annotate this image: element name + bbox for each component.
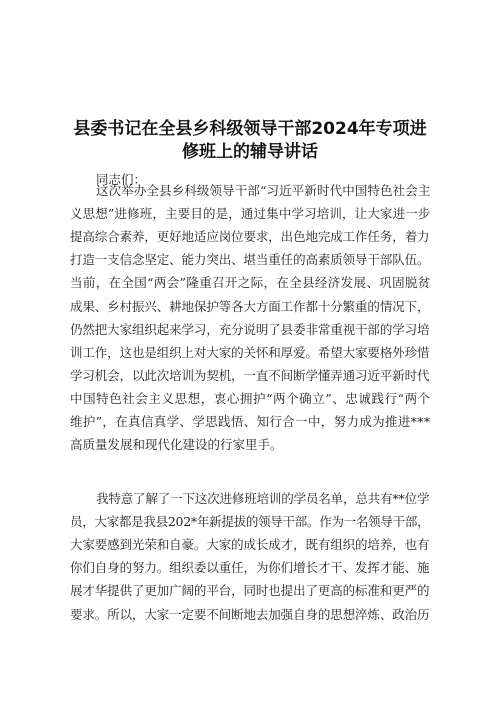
paragraph-1-line: 训工作，这也是组织上对大家的关怀和厚爱。希望大家要格外珍惜 bbox=[70, 344, 430, 360]
paragraph-1-line: 中国特色社会主义思想，衷心拥护“两个确立”、忠诚践行“两个 bbox=[70, 390, 431, 406]
paragraph-1-line: 成果、乡村振兴、耕地保护等各大方面工作都十分繁重的情况下， bbox=[70, 298, 430, 314]
greeting: 同志们： bbox=[96, 172, 147, 187]
document-title-line-1: 县委书记在全县乡科级领导干部2024年专项进 bbox=[73, 119, 427, 139]
paragraph-1-line: 义思想”进修班，主要目的是，通过集中学习培训，让大家进一步 bbox=[70, 206, 431, 222]
paragraph-2-line: 员，大家都是我县202*年新提拔的领导干部。作为一名领导干部， bbox=[70, 514, 430, 530]
paragraph-2-line: 要求。所以，大家一定要不间断地去加强自身的思想淬炼、政治历 bbox=[70, 606, 430, 622]
paragraph-2-line: 你们自身的努力。组织委以重任，为你们增长才干、发挥才能、施 bbox=[70, 560, 430, 576]
paragraph-1-line: 学习机会，以此次培训为契机，一直不间断学懂弄通习近平新时代 bbox=[70, 367, 430, 383]
paragraph-1-line: 当前，在全国“两会”隆重召开之际，在全县经济发展、巩固脱贫 bbox=[70, 275, 431, 291]
paragraph-1-line: 这次举办全县乡科级领导干部“习近平新时代中国特色社会主 bbox=[96, 183, 431, 198]
paragraph-2-line: 展才华提供了更加广阔的平台，同时也提出了更高的标准和更严的 bbox=[70, 583, 430, 599]
paragraph-1-line: 维护”，在真信真学、学思践悟、知行合一中，努力成为推进*** bbox=[70, 414, 431, 429]
document-title-line-2: 修班上的辅导讲话 bbox=[182, 142, 318, 162]
paragraph-2-line: 大家要感到光荣和自豪。大家的成长成才，既有组织的培养，也有 bbox=[70, 537, 430, 553]
paragraph-1-line: 提高综合素养，更好地适应岗位要求，出色地完成工作任务，着力 bbox=[70, 229, 430, 245]
paragraph-1-line: 高质量发展和现代化建设的行家里手。 bbox=[70, 437, 283, 453]
paragraph-2-line: 我特意了解了一下这次进修班培训的学员名单，总共有**位学 bbox=[96, 491, 430, 506]
paragraph-1-line: 仍然把大家组织起来学习，充分说明了县委非常重视干部的学习培 bbox=[70, 321, 430, 337]
paragraph-1-line: 打造一支信念坚定、能力突出、堪当重任的高素质领导干部队伍。 bbox=[70, 252, 430, 268]
